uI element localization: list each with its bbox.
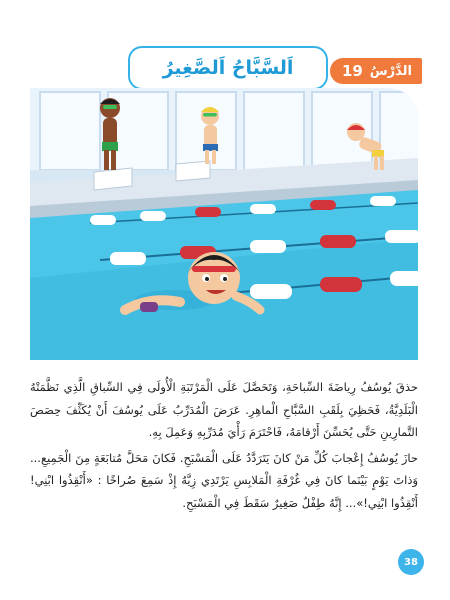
story-text [30,376,418,517]
lesson-label: الدَّرْسُ [369,63,412,79]
page-number: 38 [404,556,418,568]
story-paragraph: حازَ يُوسُفُ إِعْجابَ كُلِّ مَنْ كانَ يَتَرَدَّدُ عَلَى الْمَسْبَحِ. فَكانَ مَحَلَّ مُتابَعَةٍ مِنَ الْجَمِيعِ... وَذاتَ يَوْمٍ بَيْنَما كانَ فِي غُرْفَةِ الْمَلابِسِ يَرْتَدِي زِيَّهُ إِذْ سَمِعَ صُراخًا : «أَنْقِذُوا ابْنِي! أَنْقِذُوا ابْنِي!»... إِنَّهُ طِفْلٌ صَغِيرٌ سَقَطَ فِي الْمَسْبَحِ. [30,450,418,510]
page-number-badge [398,549,424,575]
lesson-badge [330,58,422,84]
story-paragraph: حذقَ يُوسُفُ رِياضَةَ السِّباحَةِ، وَتَحَصَّلَ عَلَى الْمَرْتَبَةِ الْأُولَى فِي السِّباقِ الَّذِي نَظَّمَتْهُ الْبَلَدِيَّةُ، فَحَظِيَ بِلَقَبِ السَّبَّاحِ الْماهِرِ. عَرَضَ الْمُدَرِّبُ عَلَى يُوسُفَ أَنْ يُكَثِّفَ حِصَصَ التَّمارِينِ حَتَّى يُحَسِّنَ أَرْقامَهُ، فَاحْتَرَمَ رَأْيَ مُدَرِّبِهِ وَعَمِلَ بِهِ. [30,380,418,439]
lesson-title: اَلسَّبَّاحُ اَلصَّغِيرُ [162,57,294,79]
lesson-number: 19 [342,62,363,80]
pool-illustration [30,88,418,360]
lesson-title-box [128,46,328,90]
